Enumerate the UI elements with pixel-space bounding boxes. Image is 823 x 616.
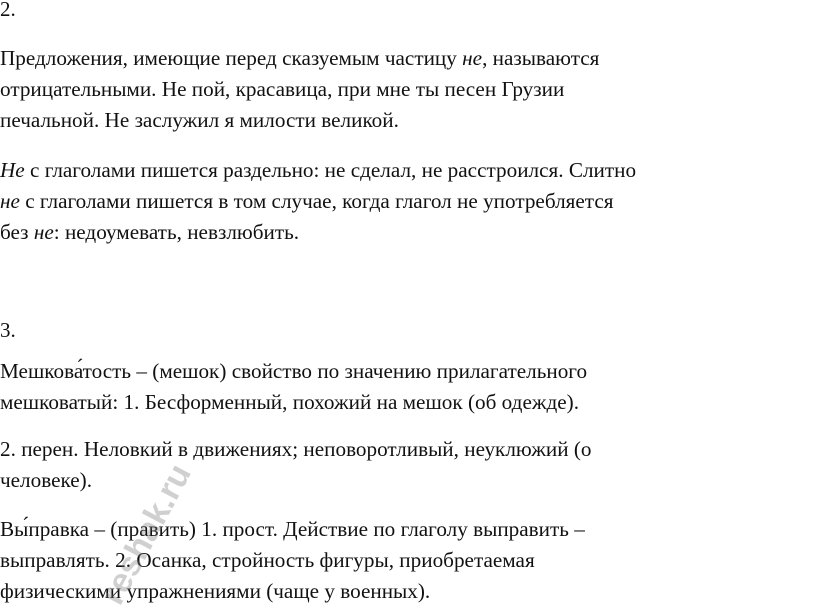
paragraph-ne-with-verbs: [0, 155, 818, 248]
text-line: человеке).: [0, 468, 93, 492]
text-line: мешковатый: 1. Бесформенный, похожий на мешок (об одежде).: [0, 390, 580, 414]
particle-ne: не: [0, 189, 20, 213]
watermark-text: reshak.ru: [93, 457, 199, 611]
text-line: не с глаголами пишется в том случае, когда глагол не употребляется: [0, 189, 614, 213]
text-line: печальной. Не заслужил я милости великой.: [0, 108, 399, 132]
text-line: без не: недоумевать, невзлюбить.: [0, 220, 300, 244]
text-line: отрицательными. Не пой, красавица, при мне ты песен Грузии: [0, 77, 565, 101]
text-line: выправлять. 2. Осанка, стройность фигуры, приобретаемая: [0, 548, 535, 572]
particle-ne: не: [462, 46, 483, 70]
text-line: Мешкова́тость – (мешок) свойство по значению прилагательного: [0, 359, 588, 383]
particle-ne: Не: [0, 158, 25, 182]
paragraph-vypravka: [0, 514, 818, 607]
paragraph-negative-sentences: [0, 43, 818, 136]
text-line: Не с глаголами пишется раздельно: не сделал, не расстроился. Слитно: [0, 158, 637, 182]
particle-ne: не: [33, 220, 54, 244]
text-line: физическими упражнениями (чаще у военных).: [0, 579, 431, 603]
section-number-2: 2.: [0, 0, 16, 21]
paragraph-meshkovatost: [0, 356, 818, 418]
text-line: Предложения, имеющие перед сказуемым частицу не, называются: [0, 46, 600, 70]
text-line: 2. перен. Неловкий в движениях; неповоротливый, неуклюжий (о: [0, 437, 592, 461]
section-number-3: 3.: [0, 318, 16, 342]
paragraph-figurative-meaning: [0, 434, 818, 496]
text-line: Вы́правка – (править) 1. прост. Действие по глаголу выправить –: [0, 517, 585, 541]
